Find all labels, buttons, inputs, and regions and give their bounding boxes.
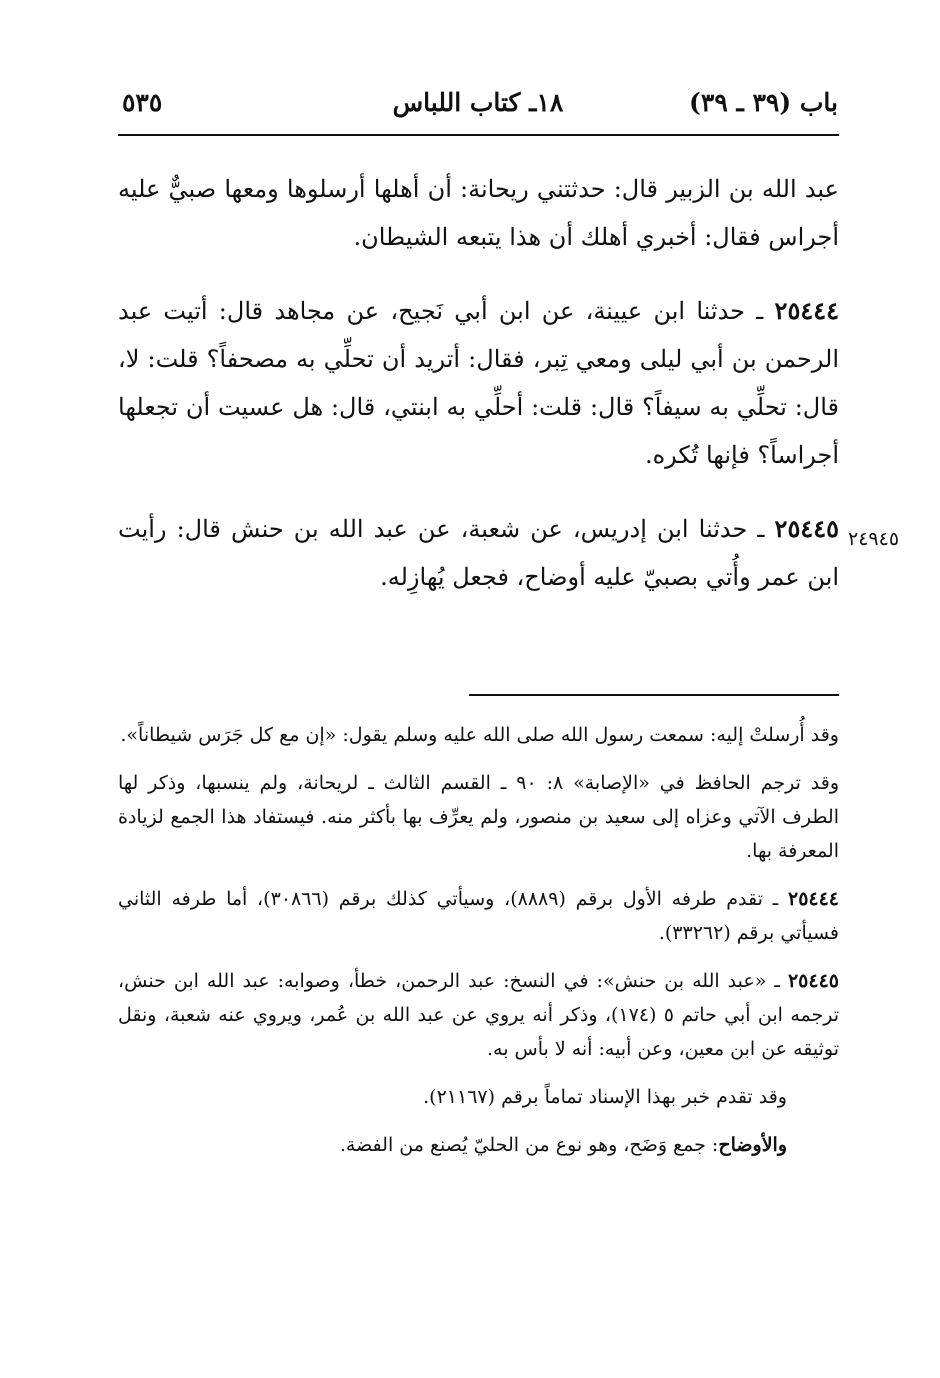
footnote [118,882,839,950]
hadith-text: ـ حدثنا ابن عيينة، عن ابن أبي نَجيح، عن مجاهد قال: أتيت عبد الرحمن بن أبي ليلى ومعي تِبر، فقال: أتريد أن تحلِّي به مصحفاً؟ قلت: لا، قال: تحلِّي به سيفاً؟ قال: قلت: أحلِّي به ابنتي، قال: هل عسيت أن تجعلها أجراساً؟ فإنها تُكره. [118,297,839,469]
footnote: وقد تقدم خبر بهذا الإسناد تماماً برقم (٢١١٦٧). [423,1086,787,1108]
chapter-reference: باب (٣٩ ـ ٣٩) [689,88,838,117]
footnote-term: والأوضاح [718,1134,787,1156]
hadith-entry [118,505,839,601]
footnote-number: ٢٥٤٤٤ [787,888,840,910]
footnote-text: ـ «عبد الله بن حنش»: في النسخ: عبد الرحمن، خطأ، وصوابه: عبد الله ابن حنش، ترجمه ابن أبي حاتم ٥ (١٧٤)، وذكر أنه يروي عن عبد الله بن عُمر، ويروي عنه شعبة، ونقل توثيقه عن ابن معين، وعن أبيه: أنه لا بأس به. [118,970,840,1060]
margin-reference-number: ٢٤٩٤٥ [848,528,900,550]
hadith-number: ٢٥٤٤٥ [774,514,839,543]
paragraph-continuation: عبد الله بن الزبير قال: حدثتني ريحانة: أن أهلها أرسلوها ومعها صبيٌّ عليه أجراس فقال: أخبري أهلك أن هذا يتبعه الشيطان. [118,175,839,251]
footnote-text: : جمع وَضَح، وهو نوع من الحليّ يُصنع من الفضة. [339,1134,719,1156]
book-title: ١٨ـ كتاب اللباس [392,88,564,117]
footnote: وقد ترجم الحافظ في «الإصابة» ٨: ٩٠ ـ القسم الثالث ـ لريحانة، ولم ينسبها، وذكر لها الطرف الآتي وعزاه إلى سعيد بن منصور، ولم يعرِّف بها بأكثر منه. فيستفاد هذا الجمع لزيادة المعرفة بها. [118,772,840,862]
main-text [118,165,839,627]
hadith-number: ٢٥٤٤٤ [774,296,839,325]
footnote [118,1128,839,1162]
footnote-text: ـ تقدم طرفه الأول برقم (٨٨٨٩)، وسيأتي كذلك برقم (٣٠٨٦٦)، أما طرفه الثاني فسيأتي برقم (٣٣٢٦٢). [118,888,839,944]
page-header [118,82,838,126]
footnote-number: ٢٥٤٤٥ [787,970,839,992]
footnote-divider [469,694,839,696]
hadith-entry [118,287,839,479]
footnote: وقد أُرسلتْ إليه: سمعت رسول الله صلى الله عليه وسلم يقول: «إن مع كل جَرَس شيطاناً». [120,724,839,746]
hadith-text: ـ حدثنا ابن إدريس، عن شعبة، عن عبد الله بن حنش قال: رأيت ابن عمر وأُتي بصبيّ عليه أوضاح، فجعل يُهازِله. [118,515,839,591]
page-number: ٥٣٥ [122,88,163,117]
footnotes [118,718,839,1176]
header-divider [118,134,839,136]
footnote [118,964,839,1066]
